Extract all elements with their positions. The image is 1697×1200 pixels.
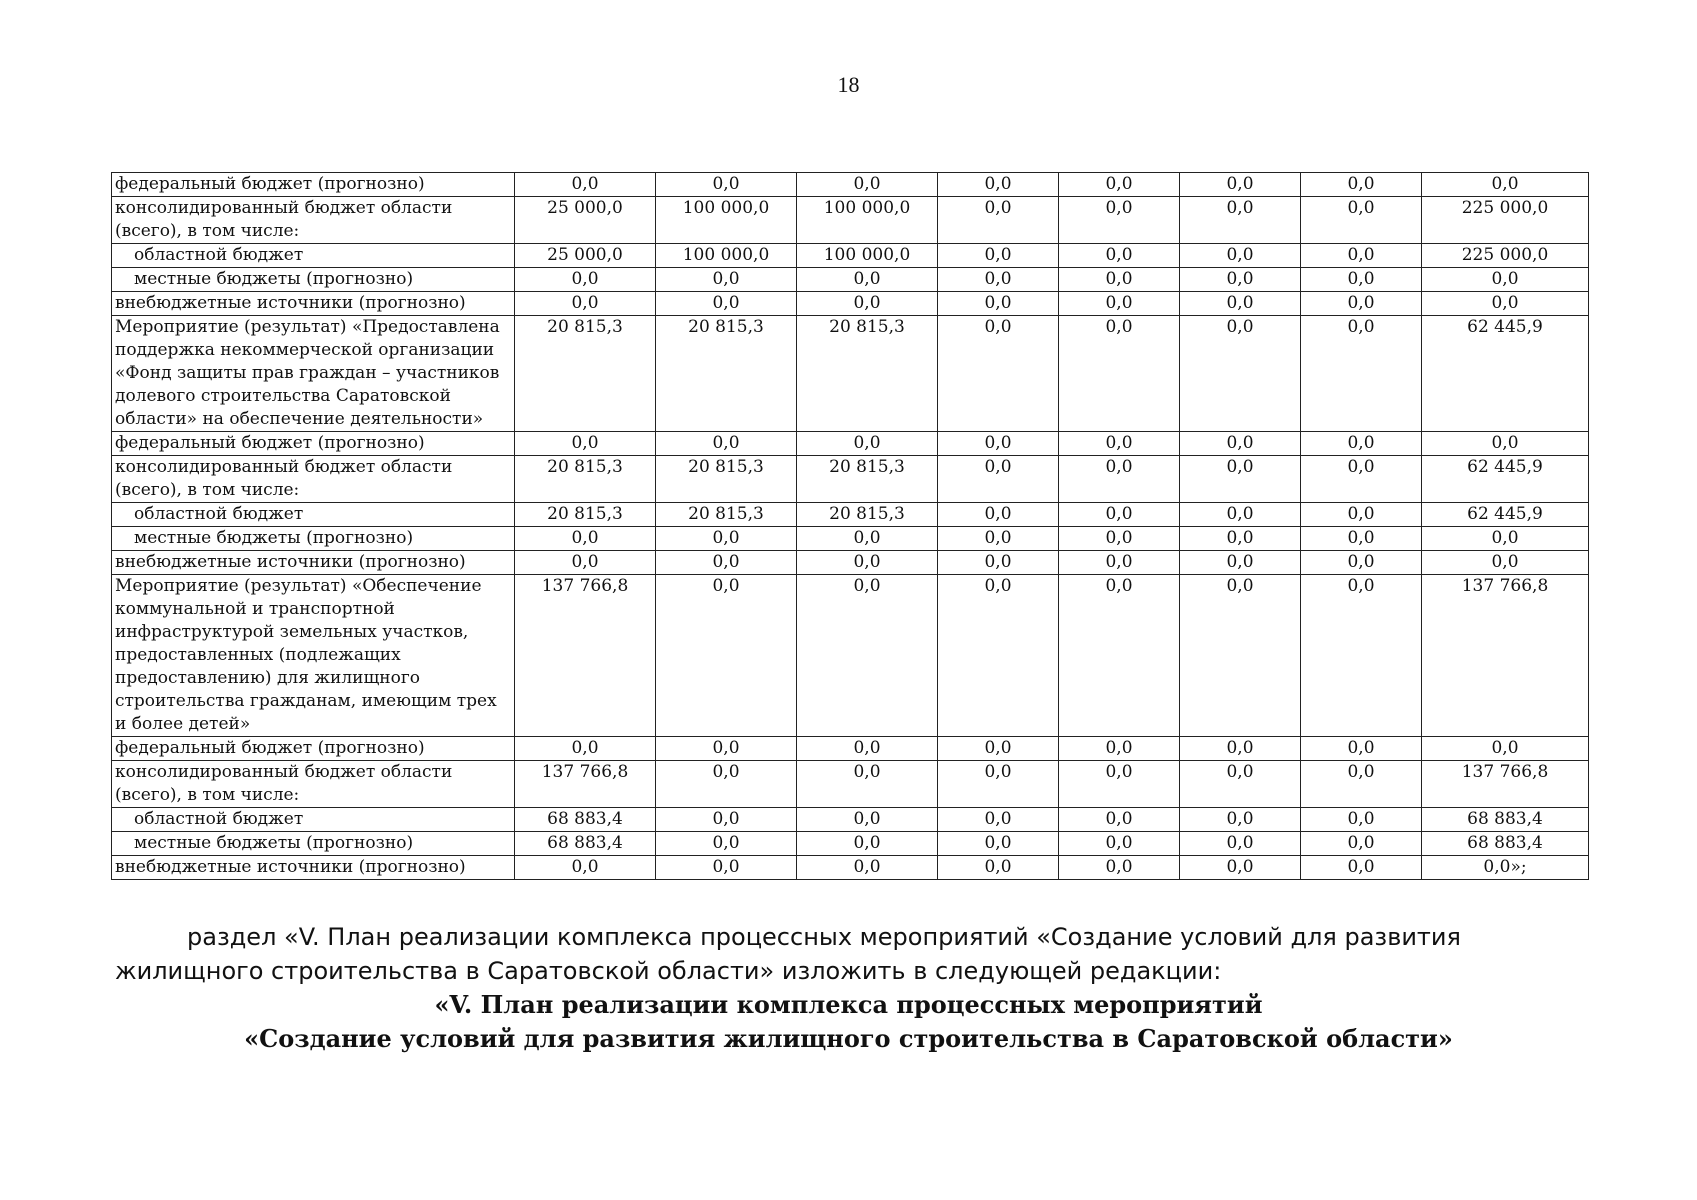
value-cell: 68 883,4 — [1422, 808, 1589, 832]
value-cell: 0,0 — [938, 197, 1059, 244]
table-row — [112, 856, 1589, 880]
value-cell: 0,0 — [1301, 244, 1422, 268]
value-cell: 0,0 — [1301, 173, 1422, 197]
value-cell: 0,0 — [515, 737, 656, 761]
budget-table — [111, 172, 1589, 880]
value-cell: 0,0 — [938, 856, 1059, 880]
section-heading-line-1: «V. План реализации комплекса процессных мероприятий — [434, 990, 1263, 1019]
value-cell: 0,0 — [1059, 292, 1180, 316]
value-cell: 0,0 — [1180, 737, 1301, 761]
value-cell: 0,0 — [1422, 527, 1589, 551]
table-row — [112, 808, 1589, 832]
value-cell: 0,0 — [797, 173, 938, 197]
value-cell: 20 815,3 — [515, 503, 656, 527]
value-cell: 0,0 — [938, 551, 1059, 575]
value-cell: 0,0 — [1059, 244, 1180, 268]
value-cell: 0,0 — [938, 292, 1059, 316]
value-cell: 0,0 — [515, 856, 656, 880]
value-cell: 0,0 — [797, 268, 938, 292]
value-cell: 0,0 — [1059, 527, 1180, 551]
value-cell: 0,0 — [656, 173, 797, 197]
value-cell: 0,0 — [1301, 808, 1422, 832]
value-cell: 0,0 — [938, 527, 1059, 551]
value-cell: 20 815,3 — [797, 456, 938, 503]
value-cell: 0,0 — [515, 527, 656, 551]
value-cell: 0,0 — [1180, 456, 1301, 503]
value-cell: 137 766,8 — [1422, 575, 1589, 737]
value-cell: 0,0 — [1180, 808, 1301, 832]
value-cell: 0,0»; — [1422, 856, 1589, 880]
value-cell: 0,0 — [797, 551, 938, 575]
value-cell: 0,0 — [1059, 173, 1180, 197]
value-cell: 0,0 — [938, 244, 1059, 268]
table-row — [112, 551, 1589, 575]
value-cell: 25 000,0 — [515, 244, 656, 268]
row-label: местные бюджеты (прогнозно) — [112, 527, 515, 551]
table-row — [112, 244, 1589, 268]
value-cell: 0,0 — [1301, 856, 1422, 880]
value-cell: 0,0 — [1422, 737, 1589, 761]
value-cell: 0,0 — [1059, 575, 1180, 737]
table-row — [112, 197, 1589, 244]
value-cell: 0,0 — [797, 761, 938, 808]
value-cell: 20 815,3 — [656, 503, 797, 527]
value-cell: 0,0 — [797, 832, 938, 856]
value-cell: 0,0 — [1059, 456, 1180, 503]
value-cell: 20 815,3 — [797, 503, 938, 527]
value-cell: 68 883,4 — [515, 832, 656, 856]
table-row — [112, 173, 1589, 197]
value-cell: 0,0 — [1301, 197, 1422, 244]
value-cell: 0,0 — [1301, 551, 1422, 575]
value-cell: 100 000,0 — [656, 197, 797, 244]
value-cell: 0,0 — [515, 292, 656, 316]
value-cell: 0,0 — [656, 292, 797, 316]
value-cell: 0,0 — [1301, 292, 1422, 316]
value-cell: 0,0 — [1059, 432, 1180, 456]
value-cell: 0,0 — [656, 575, 797, 737]
row-label: Мероприятие (результат) «Обеспечение коммунальной и транспортной инфраструктурой земельных участков, предоставленных (подлежащих предоставлению) для жилищного строительства гражданам, имеющим трех и более детей» — [112, 575, 515, 737]
value-cell: 0,0 — [1180, 551, 1301, 575]
value-cell: 0,0 — [1180, 832, 1301, 856]
value-cell: 0,0 — [656, 808, 797, 832]
value-cell: 0,0 — [1422, 432, 1589, 456]
value-cell: 0,0 — [656, 268, 797, 292]
row-label: федеральный бюджет (прогнозно) — [112, 737, 515, 761]
value-cell: 0,0 — [1059, 808, 1180, 832]
value-cell: 20 815,3 — [797, 316, 938, 432]
value-cell: 0,0 — [1301, 503, 1422, 527]
value-cell: 0,0 — [938, 575, 1059, 737]
value-cell: 0,0 — [1422, 173, 1589, 197]
value-cell: 0,0 — [1180, 173, 1301, 197]
value-cell: 0,0 — [1301, 575, 1422, 737]
value-cell: 225 000,0 — [1422, 244, 1589, 268]
row-label: консолидированный бюджет области (всего), в том числе: — [112, 761, 515, 808]
value-cell: 0,0 — [1059, 551, 1180, 575]
value-cell: 0,0 — [938, 173, 1059, 197]
value-cell: 0,0 — [656, 551, 797, 575]
value-cell: 68 883,4 — [1422, 832, 1589, 856]
row-label: федеральный бюджет (прогнозно) — [112, 432, 515, 456]
table-row — [112, 575, 1589, 737]
value-cell: 0,0 — [1180, 244, 1301, 268]
value-cell: 0,0 — [938, 737, 1059, 761]
value-cell: 0,0 — [1180, 292, 1301, 316]
value-cell: 0,0 — [1301, 432, 1422, 456]
value-cell: 20 815,3 — [656, 456, 797, 503]
table-row — [112, 456, 1589, 503]
table-row — [112, 761, 1589, 808]
value-cell: 0,0 — [1059, 197, 1180, 244]
value-cell: 0,0 — [1059, 856, 1180, 880]
value-cell: 0,0 — [656, 527, 797, 551]
value-cell: 0,0 — [656, 761, 797, 808]
value-cell: 20 815,3 — [515, 456, 656, 503]
table-row — [112, 268, 1589, 292]
row-label: внебюджетные источники (прогнозно) — [112, 856, 515, 880]
row-label: областной бюджет — [112, 244, 515, 268]
table-row — [112, 527, 1589, 551]
table-row — [112, 737, 1589, 761]
value-cell: 0,0 — [797, 575, 938, 737]
table-row — [112, 832, 1589, 856]
amendment-paragraph: раздел «V. План реализации комплекса процессных мероприятий «Создание условий для развития жилищного строительства в Саратовской области» изложить в следующей редакции: — [115, 923, 1461, 985]
value-cell: 0,0 — [938, 808, 1059, 832]
value-cell: 0,0 — [797, 527, 938, 551]
value-cell: 0,0 — [1059, 761, 1180, 808]
row-label: консолидированный бюджет области (всего), в том числе: — [112, 197, 515, 244]
value-cell: 0,0 — [515, 173, 656, 197]
value-cell: 68 883,4 — [515, 808, 656, 832]
value-cell: 0,0 — [1059, 316, 1180, 432]
value-cell: 0,0 — [1059, 832, 1180, 856]
value-cell: 137 766,8 — [515, 575, 656, 737]
value-cell: 137 766,8 — [1422, 761, 1589, 808]
value-cell: 0,0 — [1180, 268, 1301, 292]
value-cell: 0,0 — [1301, 761, 1422, 808]
value-cell: 0,0 — [1180, 503, 1301, 527]
value-cell: 225 000,0 — [1422, 197, 1589, 244]
value-cell: 0,0 — [515, 432, 656, 456]
value-cell: 0,0 — [1180, 197, 1301, 244]
value-cell: 0,0 — [938, 761, 1059, 808]
value-cell: 0,0 — [1301, 832, 1422, 856]
value-cell: 0,0 — [938, 268, 1059, 292]
row-label: федеральный бюджет (прогнозно) — [112, 173, 515, 197]
table-row — [112, 432, 1589, 456]
value-cell: 0,0 — [515, 551, 656, 575]
budget-table-body — [112, 173, 1589, 880]
value-cell: 0,0 — [1059, 737, 1180, 761]
value-cell: 100 000,0 — [797, 244, 938, 268]
value-cell: 100 000,0 — [797, 197, 938, 244]
table-row — [112, 503, 1589, 527]
value-cell: 62 445,9 — [1422, 316, 1589, 432]
value-cell: 0,0 — [938, 432, 1059, 456]
value-cell: 0,0 — [1301, 737, 1422, 761]
value-cell: 0,0 — [1301, 456, 1422, 503]
table-row — [112, 292, 1589, 316]
row-label: местные бюджеты (прогнозно) — [112, 268, 515, 292]
value-cell: 25 000,0 — [515, 197, 656, 244]
value-cell: 0,0 — [797, 808, 938, 832]
table-row — [112, 316, 1589, 432]
value-cell: 137 766,8 — [515, 761, 656, 808]
value-cell: 0,0 — [938, 316, 1059, 432]
value-cell: 20 815,3 — [656, 316, 797, 432]
value-cell: 0,0 — [656, 432, 797, 456]
value-cell: 100 000,0 — [656, 244, 797, 268]
value-cell: 62 445,9 — [1422, 503, 1589, 527]
value-cell: 0,0 — [797, 292, 938, 316]
value-cell: 0,0 — [938, 832, 1059, 856]
value-cell: 0,0 — [797, 432, 938, 456]
value-cell: 20 815,3 — [515, 316, 656, 432]
value-cell: 0,0 — [938, 456, 1059, 503]
row-label: областной бюджет — [112, 503, 515, 527]
value-cell: 0,0 — [1180, 316, 1301, 432]
value-cell: 0,0 — [1422, 292, 1589, 316]
value-cell: 0,0 — [1180, 856, 1301, 880]
value-cell: 0,0 — [797, 856, 938, 880]
value-cell: 0,0 — [515, 268, 656, 292]
row-label: внебюджетные источники (прогнозно) — [112, 292, 515, 316]
row-label: областной бюджет — [112, 808, 515, 832]
row-label: местные бюджеты (прогнозно) — [112, 832, 515, 856]
value-cell: 0,0 — [1059, 503, 1180, 527]
value-cell: 0,0 — [1180, 575, 1301, 737]
value-cell: 0,0 — [938, 503, 1059, 527]
row-label: внебюджетные источники (прогнозно) — [112, 551, 515, 575]
value-cell: 0,0 — [1180, 527, 1301, 551]
value-cell: 0,0 — [1301, 316, 1422, 432]
value-cell: 0,0 — [656, 737, 797, 761]
value-cell: 62 445,9 — [1422, 456, 1589, 503]
value-cell: 0,0 — [1059, 268, 1180, 292]
value-cell: 0,0 — [1422, 268, 1589, 292]
section-heading-line-2: «Создание условий для развития жилищного строительства в Саратовской области» — [244, 1024, 1453, 1053]
value-cell: 0,0 — [656, 832, 797, 856]
value-cell: 0,0 — [1180, 761, 1301, 808]
value-cell: 0,0 — [1180, 432, 1301, 456]
value-cell: 0,0 — [1301, 527, 1422, 551]
row-label: консолидированный бюджет области (всего), в том числе: — [112, 456, 515, 503]
value-cell: 0,0 — [797, 737, 938, 761]
row-label: Мероприятие (результат) «Предоставлена поддержка некоммерческой организации «Фонд защиты прав граждан – участников долевого строительства Саратовской области» на обеспечение деятельности» — [112, 316, 515, 432]
value-cell: 0,0 — [656, 856, 797, 880]
value-cell: 0,0 — [1422, 551, 1589, 575]
page-number: 18 — [837, 72, 860, 97]
value-cell: 0,0 — [1301, 268, 1422, 292]
